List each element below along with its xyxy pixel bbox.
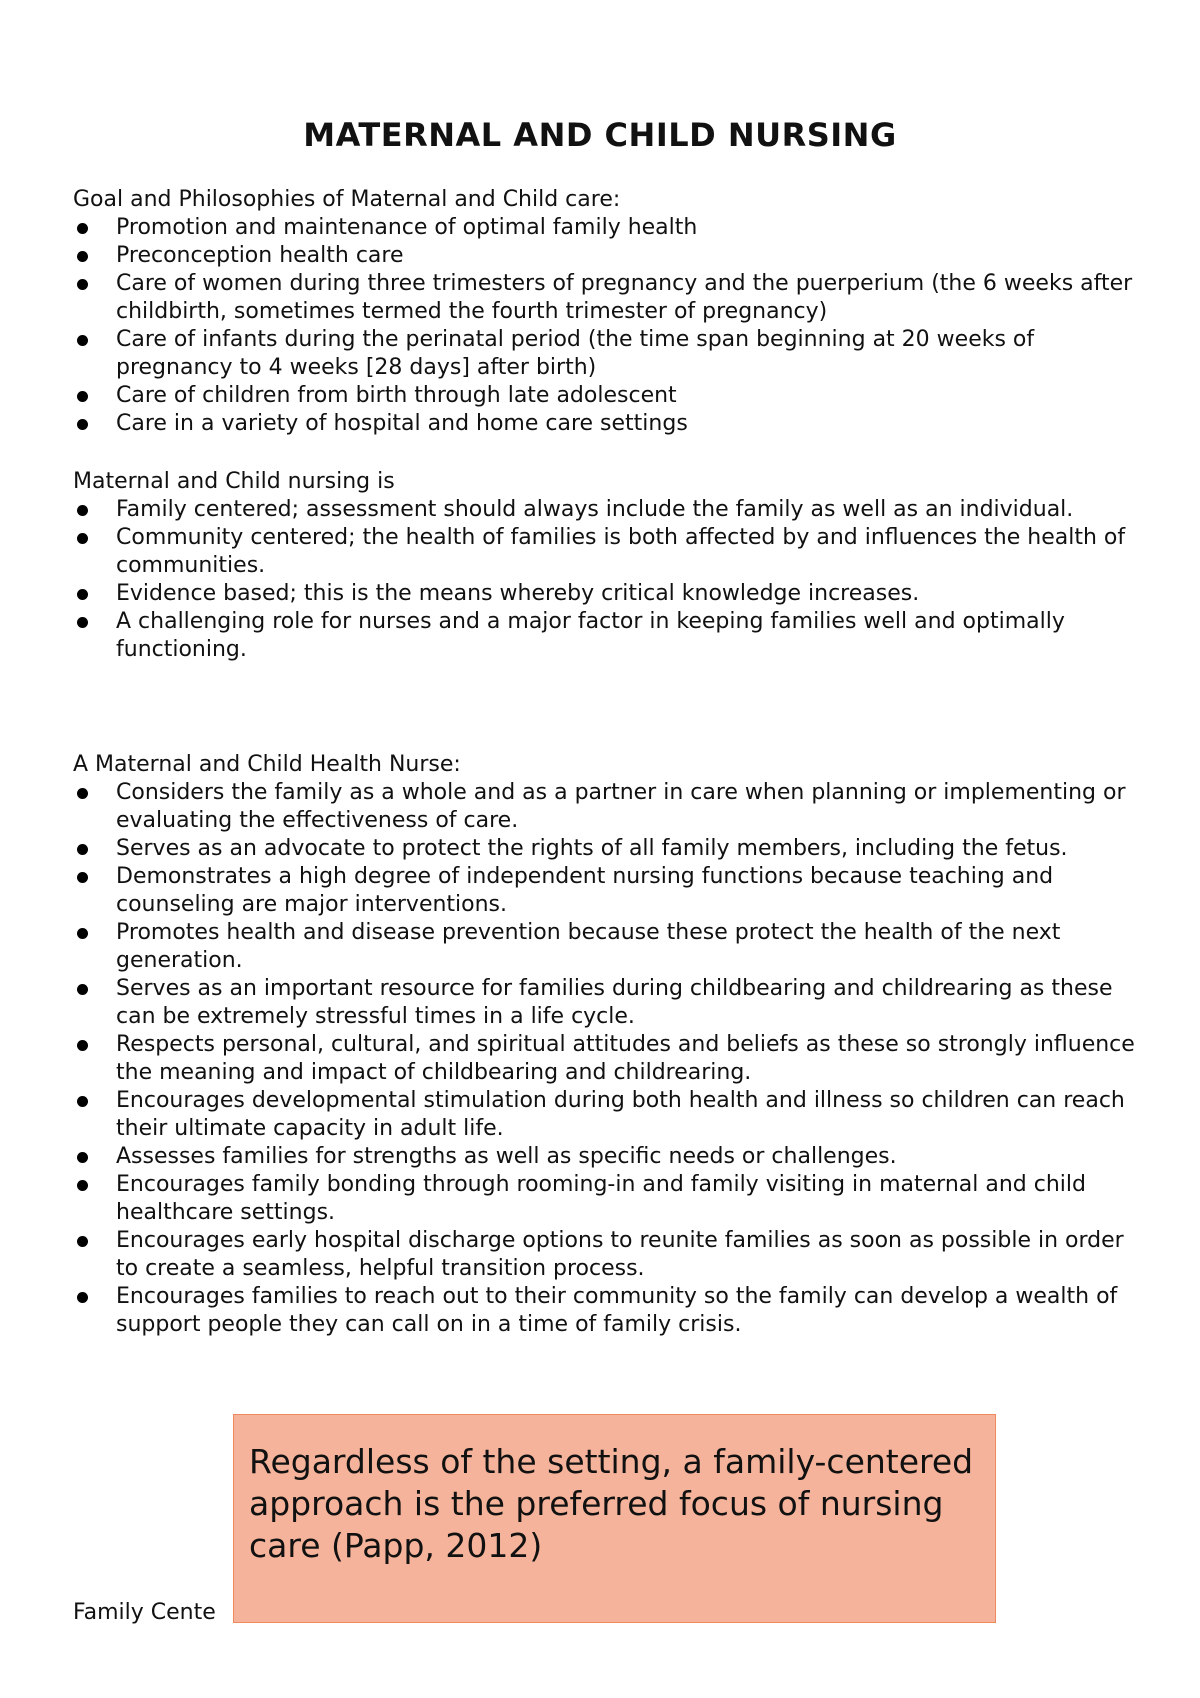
list-item: Assesses families for strengths as well as specific needs or challenges.	[73, 1143, 1148, 1171]
nursing-is-heading: Maternal and Child nursing is	[73, 469, 395, 494]
list-item: Promotion and maintenance of optimal family health	[73, 214, 1148, 242]
goals-list	[73, 214, 1148, 438]
list-item: Encourages early hospital discharge options to reunite families as soon as possible in order to create a seamless, helpful transition process.	[73, 1227, 1148, 1283]
footer-heading-partial: Family Cente	[73, 1600, 216, 1625]
list-item: Encourages families to reach out to their community so the family can develop a wealth of support people they can call on in a time of family crisis.	[73, 1283, 1148, 1339]
list-item: Care of infants during the perinatal period (the time span beginning at 20 weeks of pregnancy to 4 weeks [28 days] after birth)	[73, 326, 1148, 382]
list-item: Community centered; the health of families is both affected by and influences the health of communities.	[73, 524, 1148, 580]
list-item: Demonstrates a high degree of independent nursing functions because teaching and counseling are major interventions.	[73, 863, 1148, 919]
list-item: Encourages developmental stimulation during both health and illness so children can reach their ultimate capacity in adult life.	[73, 1087, 1148, 1143]
page-title: MATERNAL AND CHILD NURSING	[303, 116, 897, 154]
nurse-section	[73, 751, 1148, 1339]
goals-section	[73, 186, 1148, 438]
list-item: Evidence based; this is the means whereby critical knowledge increases.	[73, 580, 1148, 608]
nurse-heading: A Maternal and Child Health Nurse:	[73, 752, 461, 777]
nurse-list	[73, 779, 1148, 1339]
list-item: Respects personal, cultural, and spiritual attitudes and beliefs as these so strongly influence the meaning and impact of childbearing and childrearing.	[73, 1031, 1148, 1087]
list-item: Preconception health care	[73, 242, 1148, 270]
list-item: Encourages family bonding through rooming-in and family visiting in maternal and child healthcare settings.	[73, 1171, 1148, 1227]
list-item: Considers the family as a whole and as a partner in care when planning or implementing or evaluating the effectiveness of care.	[73, 779, 1148, 835]
list-item: Care of children from birth through late adolescent	[73, 382, 1148, 410]
list-item: Care in a variety of hospital and home care settings	[73, 410, 1148, 438]
list-item: Care of women during three trimesters of pregnancy and the puerperium (the 6 weeks after childbirth, sometimes termed the fourth trimester of pregnancy)	[73, 270, 1148, 326]
nursing-is-section	[73, 468, 1148, 664]
list-item: A challenging role for nurses and a major factor in keeping families well and optimally functioning.	[73, 608, 1148, 664]
list-item: Serves as an important resource for families during childbearing and childrearing as these can be extremely stressful times in a life cycle.	[73, 975, 1148, 1031]
nursing-is-list	[73, 496, 1148, 664]
list-item: Family centered; assessment should always include the family as well as an individual.	[73, 496, 1148, 524]
goals-heading: Goal and Philosophies of Maternal and Child care:	[73, 187, 621, 212]
list-item: Serves as an advocate to protect the rights of all family members, including the fetus.	[73, 835, 1148, 863]
list-item: Promotes health and disease prevention because these protect the health of the next generation.	[73, 919, 1148, 975]
callout-box	[233, 1414, 996, 1623]
callout-text: Regardless of the setting, a family-centered approach is the preferred focus of nursing care (Papp, 2012)	[249, 1442, 974, 1565]
